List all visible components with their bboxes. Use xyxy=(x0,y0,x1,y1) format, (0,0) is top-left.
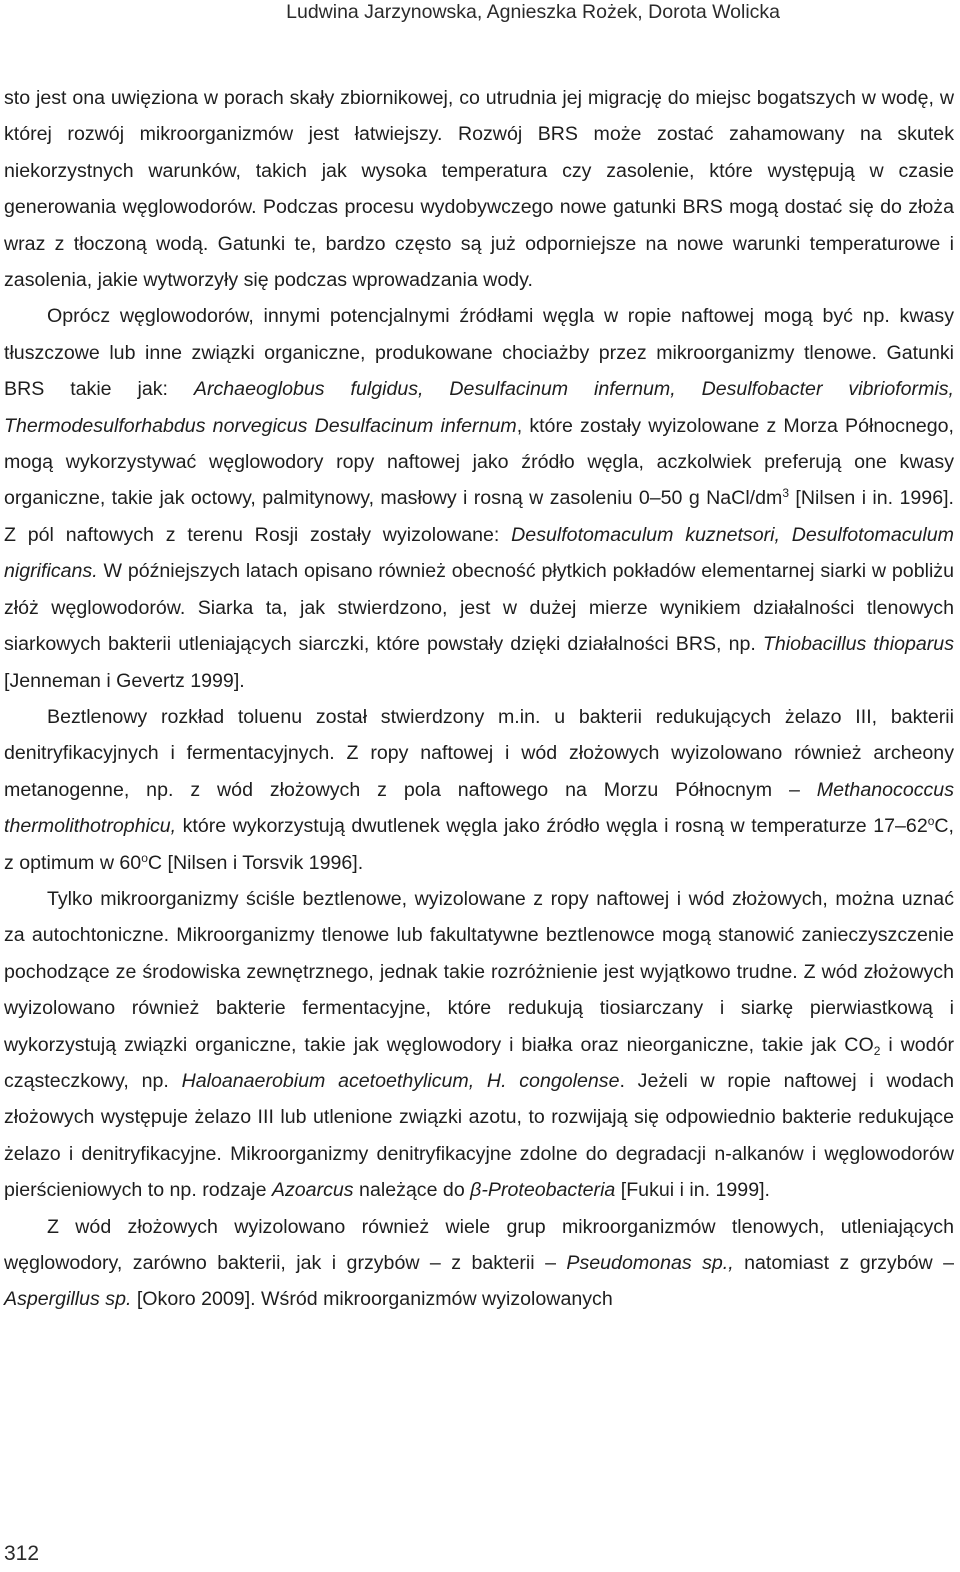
text-run: W późniejszych latach opisano również obecność płytkich pokładów elementarnej siarki w pobliżu złóż węglowodorów. Siarka ta, jak stwierdzono, jest w dużej mierze wynikiem działalności tlenowych siarkowych bakterii utleniających siarczki, które powstały dzięki działalności BRS, np. xyxy=(4,560,954,656)
italic-term: β-Proteobacteria xyxy=(470,1179,616,1202)
sup-script: 3 xyxy=(782,486,790,501)
italic-term: Haloanaerobium acetoethylicum, H. congolense xyxy=(181,1069,620,1092)
italic-term: Desulfotomaculum kuznetsori, Desulfotomaculum nigrificans. xyxy=(4,523,955,583)
text-run: [Jenneman i Gevertz 1999]. xyxy=(4,669,245,692)
text-run: C [Nilsen i Torsvik 1996]. xyxy=(147,851,364,874)
text-run: Z wód złożowych wyizolowano również wiele grup mikroorganizmów tlenowych, utleniających węglowodory, zarówno bakterii, jak i grzybów – z bakterii – xyxy=(4,1215,954,1274)
text-run: i wodór cząsteczkowy, np. xyxy=(4,1033,954,1092)
article-body xyxy=(4,80,954,1318)
sub-script: 2 xyxy=(873,1043,881,1058)
text-run: [Fukui i in. 1999]. xyxy=(615,1179,770,1202)
paragraph-1 xyxy=(4,80,954,298)
text-run: sto jest ona uwięziona w porach skały zbiornikowej, co utrudnia jej migrację do miejsc bogatszych w wodę, w której rozwój mikroorganizmów jest łatwiejszy. Rozwój BRS może zostać zahamowany na skutek niekorzystnych warunków, takich jak wysoka temperatura czy zasolenie, które występują w czasie generowania węglowodorów. Podczas procesu wydobywczego nowe gatunki BRS mogą dostać się do złoża wraz z tłoczoną wodą. Gatunki te, bardzo często są już odporniejsze na nowe warunki temperaturowe i zasolenia, jakie wytworzyły się podczas wprowadzania wody. xyxy=(4,87,954,292)
paragraph-4 xyxy=(4,881,954,1209)
text-run: natomiast z grzybów – xyxy=(733,1252,954,1274)
italic-term: Thiobacillus thioparus xyxy=(762,633,955,656)
italic-term: Aspergillus sp. xyxy=(4,1288,132,1311)
paragraph-5 xyxy=(4,1209,954,1318)
text-run: Tylko mikroorganizmy ściśle beztlenowe, wyizolowane z ropy naftowej i wód złożowych, można uznać za autochtoniczne. Mikroorganizmy tlenowe lub fakultatywne beztlenowce mogą stanowić zanieczyszczenie pochodzące ze środowiska zewnętrznego, jednak takie rozróżnienie jest wyjątkowo trudne. Z wód złożowych wyizolowano również bakterie fermentacyjne, które redukują tiosiarczany i siarkę pierwiastkową i wykorzystują związki organiczne, takie jak węglowodory i białka oraz nieorganiczne, takie jak CO xyxy=(4,887,954,1056)
italic-term: Azoarcus xyxy=(271,1179,354,1202)
page-number: 312 xyxy=(4,1542,40,1565)
paragraph-2 xyxy=(4,298,954,698)
text-run: [Nilsen i in. 1996]. Z pól naftowych z terenu Rosji zostały wyizolowane: xyxy=(4,487,954,546)
text-run: należące do xyxy=(353,1179,471,1202)
text-run: Oprócz węglowodorów, innymi potencjalnymi źródłami węgla w ropie naftowej mogą być np. kwasy tłuszczowe lub inne związki organiczne, produkowane chociażby przez mikroorganizmy tlenowe. Gatunki BRS takie jak: xyxy=(4,305,954,401)
text-run: , które zostały wyizolowane z Morza Północnego, mogą wykorzystywać węglowodory ropy naftowej jako źródło węgla, aczkolwiek preferują one kwasy organiczne, takie jak octowy, palmitynowy, masłowy i rosną w zasoleniu 0–50 g NaCl/dm xyxy=(4,414,954,510)
paragraph-3 xyxy=(4,699,954,881)
running-header-authors: Ludwina Jarzynowska, Agnieszka Rożek, Dorota Wolicka xyxy=(286,1,780,23)
sup-script: o xyxy=(927,814,935,829)
text-run: Beztlenowy rozkład toluenu został stwierdzony m.in. u bakterii redukujących żelazo III, bakterii denitryfikacyjnych i fermentacyjnych. Z ropy naftowej i wód złożowych wyizolowano również archeony metanogenne, np. z wód złożowych z pola naftowego na Morzu Północnym – xyxy=(4,705,954,801)
text-run: które wykorzystują dwutlenek węgla jako źródło węgla i rosną w temperaturze 17–62 xyxy=(176,815,928,838)
sup-script: o xyxy=(141,850,148,865)
italic-term: Methanococcus thermolithotrophicu, xyxy=(4,778,954,838)
text-run: [Okoro 2009]. Wśród mikroorganizmów wyizolowanych xyxy=(131,1288,613,1311)
italic-term: Pseudomonas sp., xyxy=(566,1252,734,1274)
italic-term: Archaeoglobus fulgidus, Desulfacinum infernum, Desulfobacter vibrioformis, Thermodesulforhabdus norvegicus Desulfacinum infernum xyxy=(4,378,954,437)
text-run: C, z optimum w 60 xyxy=(4,815,954,874)
text-run: . Jeżeli w ropie naftowej i wodach złożowych występuje żelazo III lub utlenione związki azotu, to rozwijają się odpowiednio bakterie redukujące żelazo i denitryfikacyjne. Mikroorganizmy denitryfikacyjne zdolne do degradacji n-alkanów i węglowodorów pierścieniowych to np. rodzaje xyxy=(4,1069,954,1202)
